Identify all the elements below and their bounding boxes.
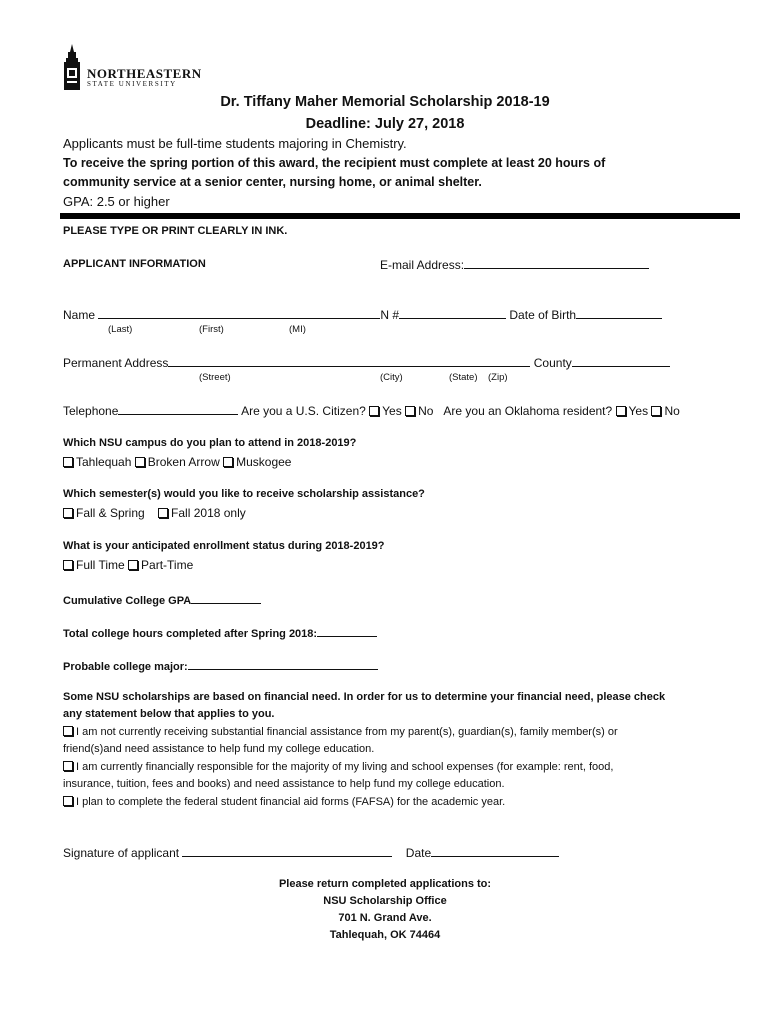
statement-1-checkbox[interactable] [63, 726, 73, 736]
citizen-no-label: No [418, 404, 434, 418]
statement-3-line [63, 796, 505, 808]
logo-subtitle: STATE UNIVERSITY [87, 80, 177, 88]
requirement-gpa: GPA: 2.5 or higher [63, 194, 170, 209]
oklahoma-yes-checkbox[interactable] [616, 406, 626, 416]
university-tower-logo-icon [63, 44, 81, 90]
hours-row [63, 625, 377, 640]
applicant-info-heading: APPLICANT INFORMATION [63, 258, 206, 270]
statement-2-text-a: I am currently financially responsible for the majority of my living and school expenses (for example: rent, food, [76, 761, 614, 773]
statement-1-text-b: friend(s)and need assistance to help fund my college education. [63, 743, 375, 755]
requirement-service-line2: community service at a senior center, nursing home, or animal shelter. [63, 175, 482, 189]
email-row [380, 257, 649, 272]
status-full-time-checkbox[interactable] [63, 560, 73, 570]
oklahoma-no-checkbox[interactable] [651, 406, 661, 416]
status-full-time-label: Full Time [76, 558, 125, 572]
name-row [63, 307, 662, 322]
dob-label: Date of Birth [509, 308, 577, 322]
statement-3-text: I plan to complete the federal student financial aid forms (FAFSA) for the academic year. [76, 796, 506, 808]
statement-1-text-a: I am not currently receiving substantial financial assistance from my parent(s), guardian(s), family member(s) or [76, 726, 618, 738]
statement-1-line1 [63, 726, 618, 738]
n-number-field[interactable] [399, 307, 506, 319]
address-sub-street: (Street) [199, 372, 231, 383]
major-label: Probable college major: [63, 661, 188, 673]
return-street: 701 N. Grand Ave. [338, 912, 432, 924]
semester-fall-only-checkbox[interactable] [158, 508, 168, 518]
deadline: Deadline: July 27, 2018 [305, 116, 465, 132]
county-field[interactable] [572, 355, 670, 367]
semester-fall-spring-label: Fall & Spring [76, 506, 145, 520]
return-city: Tahlequah, OK 74464 [329, 929, 441, 941]
dob-field[interactable] [576, 307, 662, 319]
status-options [63, 558, 193, 572]
campus-tahlequah-checkbox[interactable] [63, 457, 73, 467]
status-part-time-checkbox[interactable] [128, 560, 138, 570]
need-intro-line1: Some NSU scholarships are based on financial need. In order for us to determine your financial need, please check [63, 691, 666, 703]
phone-row [63, 403, 680, 418]
campus-question: Which NSU campus do you plan to attend in 2018-2019? [63, 437, 357, 449]
hours-label: Total college hours completed after Spring 2018: [63, 628, 318, 640]
address-sub-city: (City) [380, 372, 403, 383]
statement-2-line1 [63, 761, 613, 773]
oklahoma-yes-label: Yes [628, 404, 649, 418]
oklahoma-no-label: No [664, 404, 680, 418]
signature-label: Signature of applicant [63, 846, 180, 860]
semester-fall-spring-checkbox[interactable] [63, 508, 73, 518]
status-question: What is your anticipated enrollment status during 2018-2019? [63, 540, 385, 552]
statement-3-checkbox[interactable] [63, 796, 73, 806]
name-sub-mi: (MI) [289, 324, 306, 335]
address-row [63, 355, 670, 370]
citizen-yes-label: Yes [382, 404, 402, 418]
n-number-label: N # [380, 308, 400, 322]
name-label: Name [63, 308, 96, 322]
campus-muskogee-checkbox[interactable] [223, 457, 233, 467]
address-field[interactable] [168, 355, 530, 367]
semester-options [63, 506, 246, 520]
gpa-field[interactable] [191, 592, 261, 604]
county-label: County [533, 356, 572, 370]
requirement-major: Applicants must be full-time students majoring in Chemistry. [63, 136, 407, 151]
email-field[interactable] [464, 257, 649, 269]
status-part-time-label: Part-Time [141, 558, 194, 572]
divider [60, 213, 740, 219]
statement-2-text-b: insurance, tuition, fees and books) and need assistance to help fund my college education. [63, 778, 505, 790]
oklahoma-question: Are you an Oklahoma resident? [443, 404, 613, 418]
campus-broken-arrow-label: Broken Arrow [147, 455, 220, 469]
return-office: NSU Scholarship Office [323, 895, 447, 907]
name-sub-last: (Last) [108, 324, 133, 335]
address-label: Permanent Address [63, 356, 169, 370]
semester-fall-only-label: Fall 2018 only [171, 506, 246, 520]
address-sub-zip: (Zip) [488, 372, 508, 383]
return-heading: Please return completed applications to: [278, 878, 492, 890]
statement-2-checkbox[interactable] [63, 761, 73, 771]
signature-field[interactable] [182, 845, 392, 857]
phone-label: Telephone [63, 404, 119, 418]
citizen-question: Are you a U.S. Citizen? [241, 404, 366, 418]
address-sub-state: (State) [449, 372, 478, 383]
campus-options [63, 455, 291, 469]
email-label: E-mail Address: [380, 258, 465, 272]
campus-tahlequah-label: Tahlequah [76, 455, 132, 469]
requirement-service-line1: To receive the spring portion of this award, the recipient must complete at least 20 hours of [63, 156, 606, 170]
campus-broken-arrow-checkbox[interactable] [135, 457, 145, 467]
logo-name: NORTHEASTERN [87, 66, 202, 81]
name-field[interactable] [98, 307, 380, 319]
citizen-no-checkbox[interactable] [405, 406, 415, 416]
print-note: PLEASE TYPE OR PRINT CLEARLY IN INK. [63, 225, 288, 237]
gpa-row [63, 592, 261, 607]
form-title: Dr. Tiffany Maher Memorial Scholarship 2018-19 [220, 94, 550, 110]
major-field[interactable] [188, 658, 378, 670]
major-row [63, 658, 378, 673]
phone-field[interactable] [118, 403, 238, 415]
campus-muskogee-label: Muskogee [236, 455, 292, 469]
name-sub-first: (First) [199, 324, 224, 335]
gpa-label: Cumulative College GPA [63, 595, 192, 607]
citizen-yes-checkbox[interactable] [369, 406, 379, 416]
semester-question: Which semester(s) would you like to receive scholarship assistance? [63, 488, 425, 500]
signature-row [63, 845, 559, 860]
need-intro-line2: any statement below that applies to you. [63, 708, 275, 720]
hours-field[interactable] [317, 625, 377, 637]
date-label: Date [405, 846, 432, 860]
date-field[interactable] [431, 845, 559, 857]
